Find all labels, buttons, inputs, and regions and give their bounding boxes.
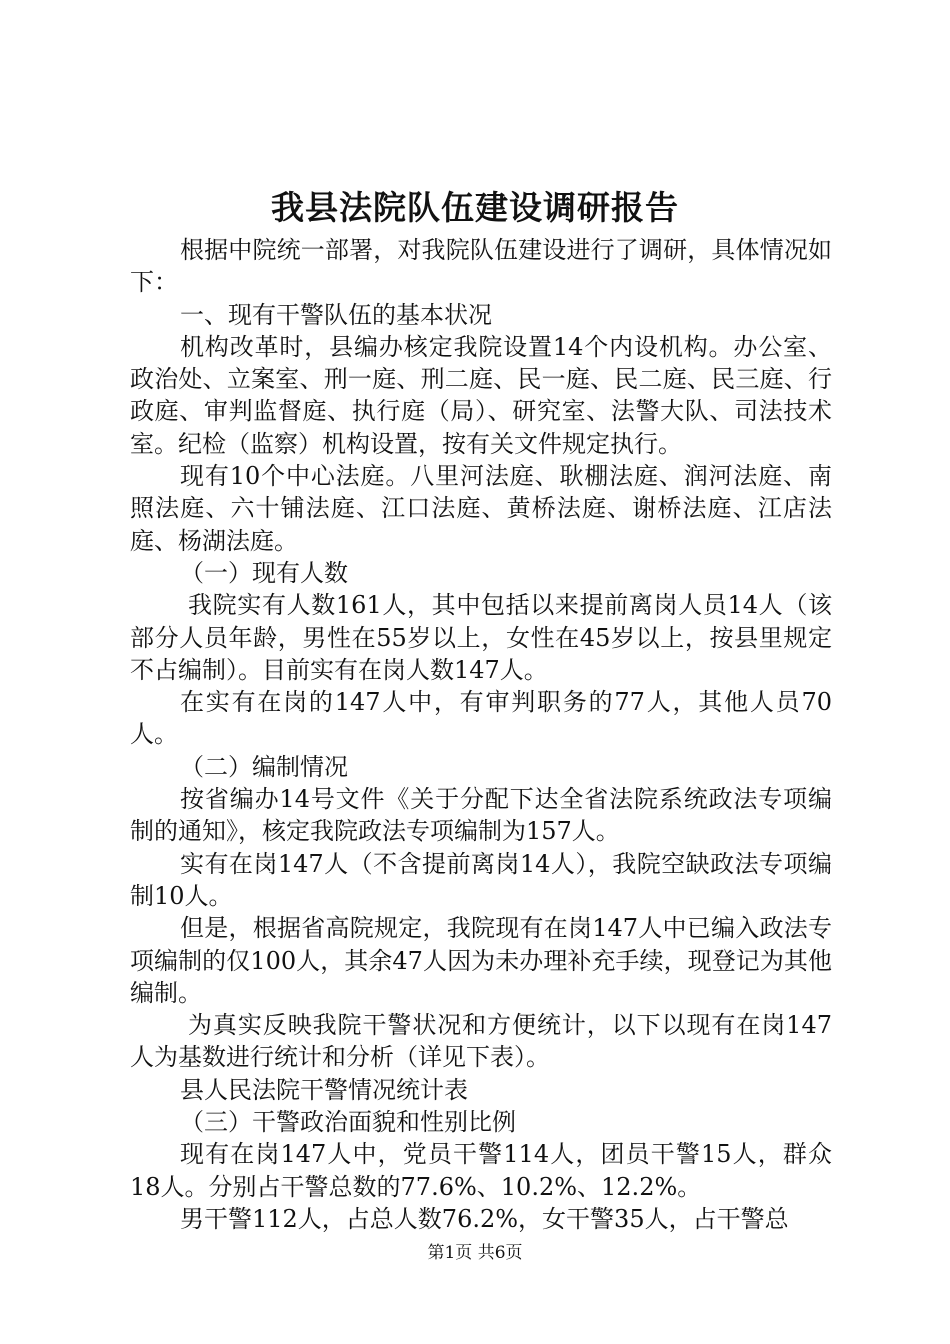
paragraph: 现有在岗147人中，党员干警114人，团员干警15人，群众18人。分别占干警总数的77.6%、10.2%、12.2%。 [130,1140,832,1201]
subsection-heading: （三）干警政治面貌和性别比例 [180,1108,516,1137]
subsection-heading: （二）编制情况 [180,752,348,781]
paragraph: 男干警112人，占总人数76.2%，女干警35人，占干警总 [180,1204,789,1233]
paragraph: 根据中院统一部署，对我院队伍建设进行了调研，具体情况如下： [130,236,832,297]
section-heading: 一、现有干警队伍的基本状况 [180,300,492,329]
paragraph: 我院实有人数161人，其中包括以来提前离岗人员14人（该部分人员年龄，男性在55岁以上，女性在45岁以上，按县里规定不占编制）。目前实有在岗人数147人。 [130,591,832,684]
document-title: 我县法院队伍建设调研报告 [271,188,679,227]
paragraph: 实有在岗147人（不含提前离岗14人），我院空缺政法专项编制10人。 [130,849,832,910]
page-footer: 第1页 共6页 [427,1243,523,1263]
paragraph: 机构改革时，县编办核定我院设置14个内设机构。办公室、政治处、立案室、刑一庭、刑二庭、民一庭、民二庭、民三庭、行政庭、审判监督庭、执行庭（局）、研究室、法警大队、司法技术室。纪检（监察）机构设置，按有关文件规定执行。 [130,332,832,458]
paragraph: 按省编办14号文件《关于分配下达全省法院系统政法专项编制的通知》，核定我院政法专项编制为157人。 [130,785,832,846]
paragraph: 在实有在岗的147人中，有审判职务的77人，其他人员70人。 [130,688,832,749]
table-caption: 县人民法院干警情况统计表 [180,1075,468,1104]
paragraph: 现有10个中心法庭。八里河法庭、耿棚法庭、润河法庭、南照法庭、六十铺法庭、江口法庭、黄桥法庭、谢桥法庭、江店法庭、杨湖法庭。 [130,462,832,555]
paragraph: 为真实反映我院干警状况和方便统计，以下以现有在岗147人为基数进行统计和分析（详见下表）。 [130,1011,832,1072]
subsection-heading: （一）现有人数 [180,558,348,587]
document-body [130,234,832,1235]
paragraph: 但是，根据省高院规定，我院现有在岗147人中已编入政法专项编制的仅100人，其余47人因为未办理补充手续，现登记为其他编制。 [130,914,832,1007]
